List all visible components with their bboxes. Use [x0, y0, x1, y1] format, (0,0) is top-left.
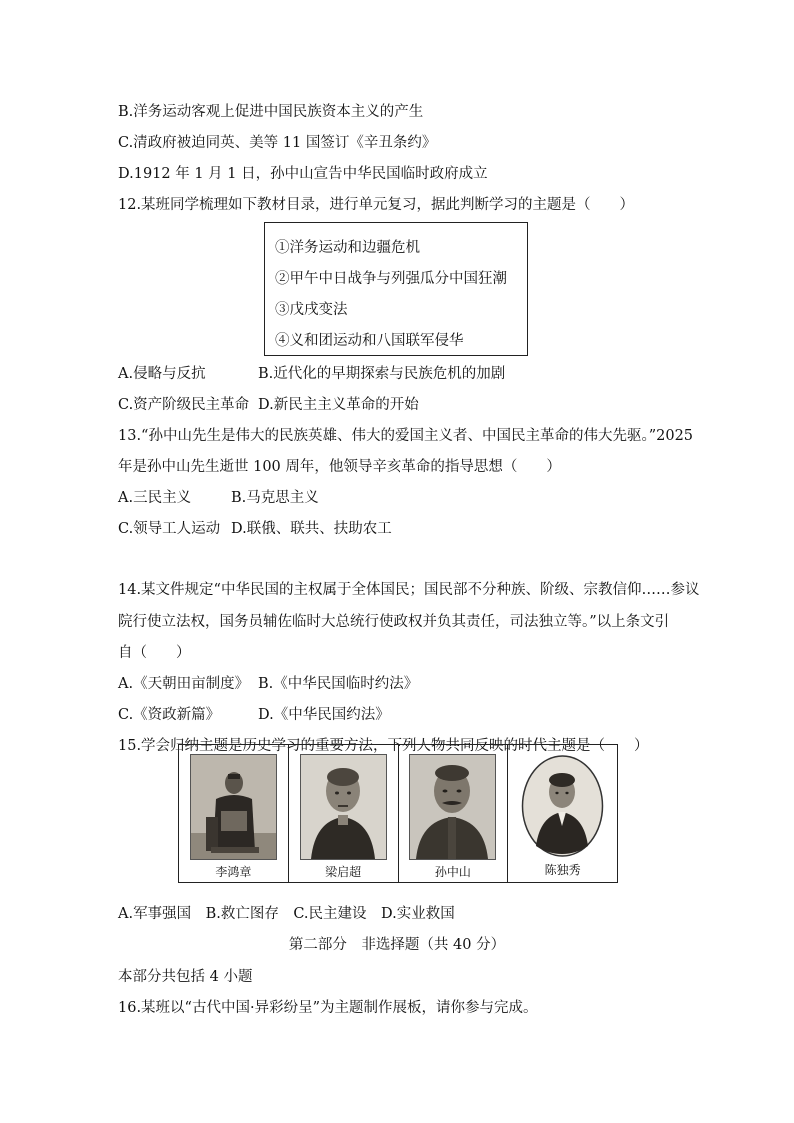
q11-option-d: D.1912 年 1 月 1 日，孙中山宣告中华民国临时政府成立 — [118, 166, 488, 182]
q12-option-d: D.新民主主义革命的开始 — [258, 397, 419, 413]
q13-stem-line-2: 年是孙中山先生逝世 100 周年，他领导辛亥革命的指导思想（ ） — [118, 459, 561, 475]
q14-stem-line-1: 14.某文件规定“中华民国的主权属于全体国民；国民部不分种族、阶级、宗教信仰……参议 — [118, 582, 700, 598]
q15-stem: 15.学会归纳主题是历史学习的重要方法，下列人物共同反映的时代主题是（ ） — [118, 738, 649, 754]
q14-option-c: C.《资政新篇》 — [118, 707, 221, 723]
portrait-caption: 李鸿章 — [215, 865, 252, 879]
catalog-item: ④义和团运动和八国联军侵华 — [275, 333, 464, 349]
q13-options-row-1 — [118, 488, 319, 508]
q14-stem-line-3: 自（ ） — [118, 645, 191, 661]
q12-option-b: B.近代化的早期探索与民族危机的加剧 — [258, 366, 506, 382]
portrait-caption: 陈独秀 — [544, 863, 581, 877]
q13-stem-line-1: 13.“孙中山先生是伟大的民族英雄、伟大的爱国主义者、中国民主革命的伟大先驱。”2025 — [118, 428, 694, 444]
portrait-cell — [508, 745, 617, 882]
q12-stem: 12.某班同学梳理如下教材目录，进行单元复习，据此判断学习的主题是（ ） — [118, 197, 635, 213]
q16-stem: 16.某班以“古代中国·异彩纷呈”为主题制作展板，请你参与完成。 — [118, 1000, 538, 1016]
part2-note: 本部分共包括 4 小题 — [118, 969, 253, 985]
q13-options-row-2 — [118, 519, 392, 539]
portrait-photo — [300, 754, 387, 860]
q14-stem-line-2: 院行使立法权，国务员辅佐临时大总统行使政权并负其责任，司法独立等。”以上条文引 — [118, 614, 670, 630]
portrait-caption: 梁启超 — [325, 865, 362, 879]
catalog-item: ①洋务运动和边疆危机 — [275, 240, 420, 256]
q13-option-a: A.三民主义 — [118, 490, 192, 506]
catalog-item: ③戊戌变法 — [275, 302, 348, 318]
q13-option-b: B.马克思主义 — [231, 490, 319, 506]
part2-title: 第二部分 非选择题（共 40 分） — [288, 937, 506, 953]
q14-option-a: A.《天朝田亩制度》 — [118, 676, 250, 692]
portrait-photo — [190, 754, 277, 860]
q13-option-d: D.联俄、联共、扶助农工 — [231, 521, 392, 537]
q15-portrait-table — [178, 744, 618, 883]
portrait-cell — [289, 745, 399, 882]
q14-options-row-1 — [118, 674, 418, 694]
q11-option-c: C.清政府被迫同英、美等 11 国签订《辛丑条约》 — [118, 135, 437, 151]
q12-options-row-1 — [118, 364, 505, 384]
q12-options-row-2 — [118, 395, 419, 415]
q11-option-b: B.洋务运动客观上促进中国民族资本主义的产生 — [118, 104, 424, 120]
q13-option-c: C.领导工人运动 — [118, 521, 221, 537]
q14-options-row-2 — [118, 705, 390, 725]
q14-option-d: D.《中华民国约法》 — [258, 707, 390, 723]
portrait-caption: 孙中山 — [434, 865, 471, 879]
q12-option-c: C.资产阶级民主革命 — [118, 397, 250, 413]
catalog-item: ②甲午中日战争与列强瓜分中国狂潮 — [275, 271, 507, 287]
portrait-photo — [520, 754, 605, 858]
q15-options: A.军事强国 B.救亡图存 C.民主建设 D.实业救国 — [118, 906, 455, 922]
portrait-cell — [399, 745, 509, 882]
q12-option-a: A.侵略与反抗 — [118, 366, 206, 382]
portrait-cell — [179, 745, 289, 882]
q12-catalog-box — [264, 222, 528, 356]
portrait-photo — [409, 754, 496, 860]
q14-option-b: B.《中华民国临时约法》 — [258, 676, 419, 692]
